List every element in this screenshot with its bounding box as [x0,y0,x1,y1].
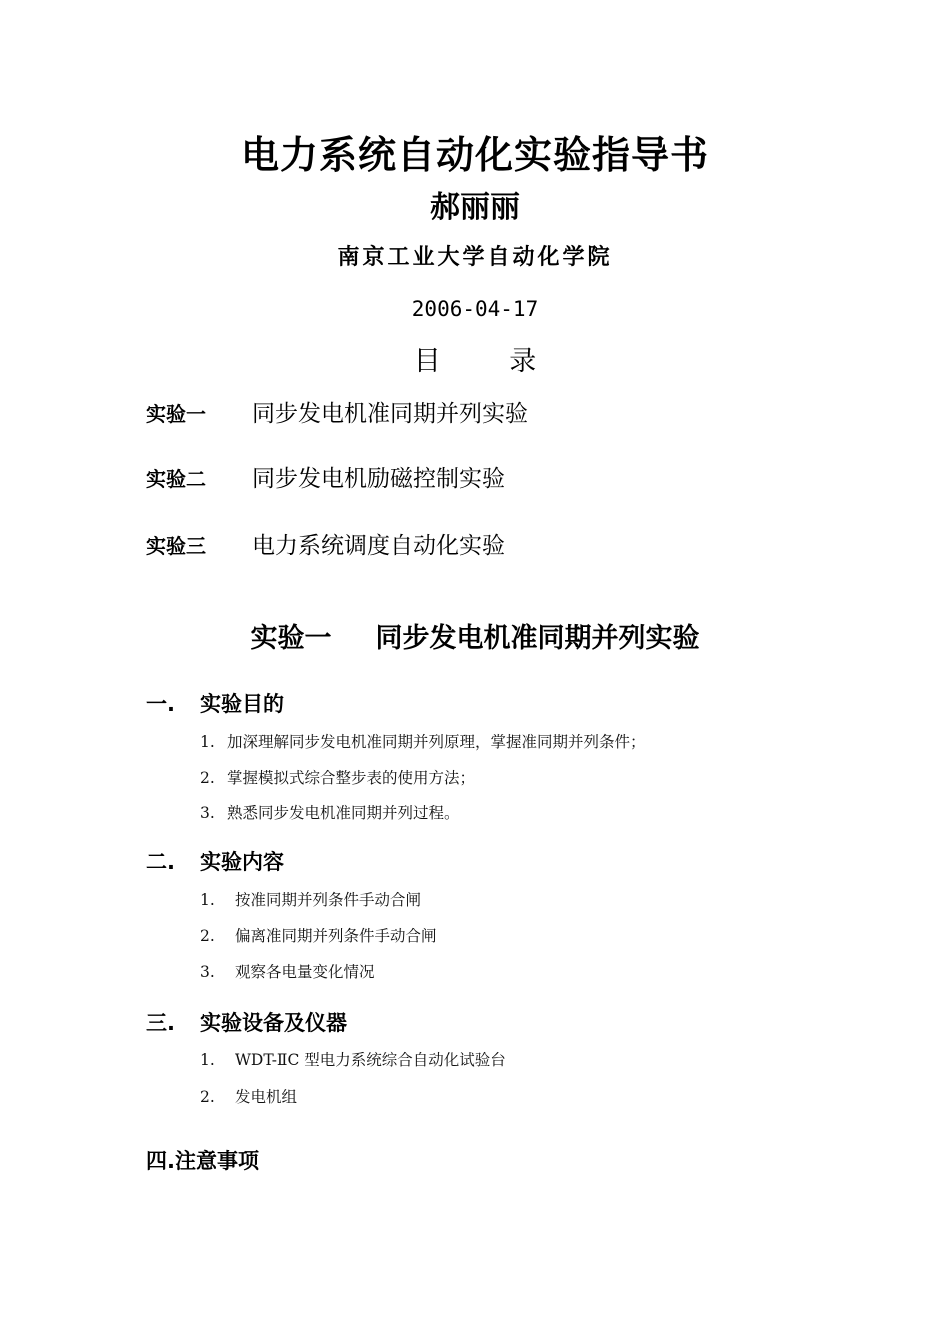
toc-item-name: 同步发电机励磁控制实验 [252,466,505,492]
toc-item-number: 实验一 [146,402,206,426]
list-item-text: 发电机组 [235,1088,298,1106]
list-item-text: 偏离准同期并列条件手动合闸 [235,927,437,945]
chapter-number: 实验一 [250,623,332,654]
list-item [200,1048,506,1072]
list-item-text: WDT-ⅡC 型电力系统综合自动化试验台 [235,1051,506,1069]
list-item-text: 熟悉同步发电机准同期并列过程。 [227,804,460,822]
list-item-text: 观察各电量变化情况 [235,963,375,981]
section-heading [146,689,284,719]
list-item-text: 加深理解同步发电机准同期并列原理，掌握准同期并列条件； [227,733,646,751]
section-heading [146,1146,259,1176]
toc-item-name: 电力系统调度自动化实验 [252,533,505,559]
list-item-number: 1. [200,891,215,909]
toc-item-number: 实验三 [146,534,206,558]
section-title: 实验设备及仪器 [200,1011,347,1035]
list-item-number: 3. [200,963,215,981]
toc-item [146,461,505,497]
document-author: 郝丽丽 [430,190,520,225]
list-item-number: 2. [200,927,215,945]
chapter-name: 同步发电机准同期并列实验 [375,623,700,654]
toc-title: 目 录 [413,346,567,377]
list-item [200,924,437,948]
list-item [200,960,375,984]
list-item [200,1085,297,1109]
list-item-number: 2. [200,1088,215,1106]
list-item-number: 1. [200,1051,215,1069]
toc-item-name: 同步发电机准同期并列实验 [252,401,528,427]
section-number: 一. [146,692,175,716]
list-item [200,801,460,825]
document-school: 南京工业大学自动化学院 [337,244,613,270]
list-item-number: 1. [200,733,215,751]
section-title: 注意事项 [174,1149,259,1173]
section-heading [146,1008,347,1038]
list-item [200,888,421,912]
list-item [200,730,646,754]
list-item-text: 按准同期并列条件手动合闸 [235,891,422,909]
list-item-number: 2. [200,769,215,787]
toc-item [146,396,528,432]
document-date: 2006-04-17 [411,297,539,321]
list-item-number: 3. [200,804,215,822]
chapter-title [0,617,950,661]
toc-item [146,528,505,564]
section-title: 实验内容 [200,850,284,874]
section-number: 三. [146,1011,175,1035]
document-title: 电力系统自动化实验指导书 [240,133,709,177]
section-number: 二. [146,850,175,874]
section-number: 四. [146,1149,175,1173]
toc-item-number: 实验二 [146,467,206,491]
list-item-text: 掌握模拟式综合整步表的使用方法； [227,769,476,787]
list-item [200,766,475,790]
section-title: 实验目的 [200,692,284,716]
section-heading [146,847,284,877]
